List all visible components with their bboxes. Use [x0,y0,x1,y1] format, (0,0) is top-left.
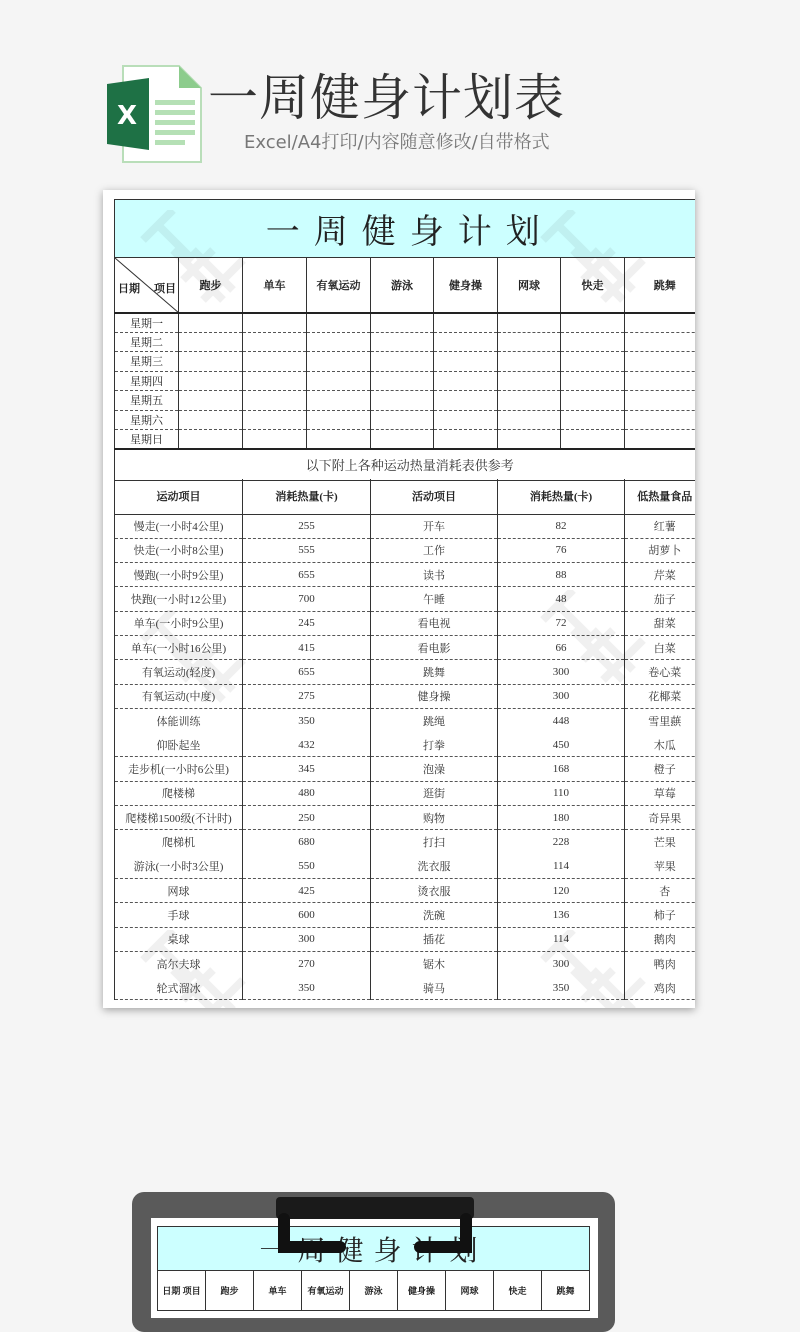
calorie-cell: 680 [243,830,371,854]
calorie-cell: 88 [498,563,625,587]
table-row [115,635,696,659]
calorie-cell: 555 [243,538,371,562]
calorie-cell: 烫衣服 [371,878,498,902]
preview-column-header: 网球 [446,1271,494,1311]
plan-cell[interactable] [625,313,696,333]
plan-cell[interactable] [561,391,625,411]
plan-cell[interactable] [434,371,498,391]
corner-header [115,258,179,313]
day-label: 星期六 [115,410,179,430]
calorie-cell: 350 [498,976,625,1000]
column-header: 网球 [498,258,561,313]
calorie-cell: 购物 [371,806,498,830]
table-row [115,806,696,830]
table-row [115,854,696,878]
plan-cell[interactable] [498,313,561,333]
plan-cell[interactable] [371,313,434,333]
calorie-cell: 120 [498,878,625,902]
plan-cell[interactable] [561,430,625,450]
plan-cell[interactable] [625,430,696,450]
calorie-cell: 柿子 [625,903,696,927]
calorie-cell: 仰卧起坐 [115,733,243,757]
calorie-cell: 350 [243,976,371,1000]
plan-cell[interactable] [307,410,371,430]
day-row [115,391,696,411]
calorie-cell: 快走(一小时8公里) [115,538,243,562]
plan-cell[interactable] [434,352,498,372]
plan-cell[interactable] [243,410,307,430]
calorie-cell: 300 [498,684,625,708]
plan-cell[interactable] [561,410,625,430]
preview-column-header: 单车 [254,1271,302,1311]
calorie-cell: 体能训练 [115,708,243,732]
calorie-cell: 桌球 [115,927,243,951]
plan-cell[interactable] [498,371,561,391]
plan-cell[interactable] [179,410,243,430]
calorie-cell: 448 [498,708,625,732]
spreadsheet-preview [103,190,695,1008]
table-row [115,708,696,732]
plan-cell[interactable] [625,391,696,411]
plan-cell[interactable] [243,352,307,372]
preview-corner: 日期 项目 [158,1271,206,1311]
calorie-cell: 114 [498,854,625,878]
table-row [115,611,696,635]
calorie-cell: 250 [243,806,371,830]
calorie-cell: 雪里蕻 [625,708,696,732]
day-label: 星期一 [115,313,179,333]
calorie-cell: 网球 [115,878,243,902]
day-row [115,410,696,430]
calorie-cell: 鸭肉 [625,951,696,975]
plan-cell[interactable] [179,371,243,391]
plan-cell[interactable] [371,332,434,352]
plan-cell[interactable] [625,352,696,372]
plan-cell[interactable] [434,332,498,352]
calorie-cell: 白菜 [625,635,696,659]
calorie-cell: 泡澡 [371,757,498,781]
day-row [115,332,696,352]
calorie-cell: 单车(一小时16公里) [115,635,243,659]
preview-column-header: 跳舞 [542,1271,590,1311]
calorie-cell: 300 [243,927,371,951]
calorie-cell: 跳绳 [371,708,498,732]
calorie-header: 低热量食品 [625,479,696,514]
day-label: 星期四 [115,371,179,391]
plan-cell[interactable] [498,332,561,352]
calorie-cell: 228 [498,830,625,854]
preview-column-header: 游泳 [350,1271,398,1311]
calorie-cell: 255 [243,514,371,538]
calorie-cell: 480 [243,781,371,805]
reference-note: 以下附上各种运动热量消耗表供参考 [115,449,696,480]
calorie-cell: 胡萝卜 [625,538,696,562]
calorie-cell: 655 [243,660,371,684]
calorie-cell: 走步机(一小时6公里) [115,757,243,781]
table-row [115,927,696,951]
calorie-cell: 275 [243,684,371,708]
table-row [115,830,696,854]
calorie-cell: 茄子 [625,587,696,611]
plan-cell[interactable] [179,352,243,372]
calorie-cell: 手球 [115,903,243,927]
preview-column-header: 跑步 [206,1271,254,1311]
calorie-cell: 245 [243,611,371,635]
plan-title: 一周健身计划 [115,200,696,258]
plan-cell[interactable] [179,391,243,411]
column-header: 有氧运动 [307,258,371,313]
calorie-cell: 600 [243,903,371,927]
calorie-cell: 卷心菜 [625,660,696,684]
plan-cell[interactable] [561,352,625,372]
plan-cell[interactable] [371,371,434,391]
weekly-plan-table [114,199,695,481]
column-header: 快走 [561,258,625,313]
calorie-cell: 甜菜 [625,611,696,635]
calorie-cell: 骑马 [371,976,498,1000]
calorie-cell: 432 [243,733,371,757]
calorie-cell: 高尔夫球 [115,951,243,975]
calorie-cell: 350 [243,708,371,732]
table-row [115,781,696,805]
calorie-cell: 425 [243,878,371,902]
column-header: 单车 [243,258,307,313]
calorie-cell: 有氧运动(中度) [115,684,243,708]
calorie-cell: 午睡 [371,587,498,611]
calorie-cell: 红薯 [625,514,696,538]
plan-cell[interactable] [625,371,696,391]
plan-cell[interactable] [307,313,371,333]
table-row [115,563,696,587]
plan-cell[interactable] [561,371,625,391]
column-header: 游泳 [371,258,434,313]
calorie-cell: 慢走(一小时4公里) [115,514,243,538]
column-header: 跑步 [179,258,243,313]
calorie-cell: 洗碗 [371,903,498,927]
calorie-header: 消耗热量(卡) [243,479,371,514]
calorie-cell: 300 [498,660,625,684]
plan-cell[interactable] [307,352,371,372]
plan-cell[interactable] [625,410,696,430]
table-row [115,757,696,781]
calorie-cell: 杏 [625,878,696,902]
plan-cell[interactable] [498,352,561,372]
plan-cell[interactable] [625,332,696,352]
plan-cell[interactable] [243,371,307,391]
calorie-cell: 鹅肉 [625,927,696,951]
calorie-cell: 345 [243,757,371,781]
calorie-cell: 草莓 [625,781,696,805]
calorie-cell: 轮式溜冰 [115,976,243,1000]
calorie-cell: 48 [498,587,625,611]
calorie-cell: 爬梯机 [115,830,243,854]
day-row [115,430,696,450]
plan-cell[interactable] [243,391,307,411]
calorie-cell: 跳舞 [371,660,498,684]
day-label: 星期二 [115,332,179,352]
preview-column-header: 快走 [494,1271,542,1311]
plan-cell[interactable] [179,313,243,333]
calorie-cell: 木瓜 [625,733,696,757]
plan-cell[interactable] [434,313,498,333]
calorie-cell: 270 [243,951,371,975]
clipboard-clip-icon [270,1195,480,1257]
calorie-header: 消耗热量(卡) [498,479,625,514]
calorie-cell: 700 [243,587,371,611]
calorie-cell: 慢跑(一小时9公里) [115,563,243,587]
plan-cell[interactable] [243,332,307,352]
plan-cell[interactable] [434,430,498,450]
table-row [115,587,696,611]
calorie-cell: 逛街 [371,781,498,805]
calorie-cell: 鸡肉 [625,976,696,1000]
column-header: 跳舞 [625,258,696,313]
calorie-cell: 苹果 [625,854,696,878]
calorie-cell: 快跑(一小时12公里) [115,587,243,611]
calorie-cell: 有氧运动(轻度) [115,660,243,684]
calorie-cell: 打扫 [371,830,498,854]
calorie-cell: 插花 [371,927,498,951]
plan-cell[interactable] [243,430,307,450]
plan-cell[interactable] [371,352,434,372]
calorie-cell: 奇异果 [625,806,696,830]
calorie-cell: 游泳(一小时3公里) [115,854,243,878]
plan-cell[interactable] [307,430,371,450]
column-header: 健身操 [434,258,498,313]
plan-cell[interactable] [307,391,371,411]
calorie-cell: 看电影 [371,635,498,659]
calorie-cell: 450 [498,733,625,757]
table-row [115,538,696,562]
document-title: 一周健身计划表 [208,69,565,127]
corner-label-item: 项目 [154,283,176,295]
preview-column-header: 有氧运动 [302,1271,350,1311]
calorie-cell: 打拳 [371,733,498,757]
calorie-cell: 300 [498,951,625,975]
plan-cell[interactable] [434,391,498,411]
day-row [115,313,696,333]
calorie-cell: 136 [498,903,625,927]
calorie-cell: 读书 [371,563,498,587]
plan-cell[interactable] [179,430,243,450]
calorie-cell: 66 [498,635,625,659]
calorie-cell: 110 [498,781,625,805]
calorie-cell: 168 [498,757,625,781]
plan-cell[interactable] [307,332,371,352]
table-row [115,660,696,684]
day-row [115,371,696,391]
document-subtitle: Excel/A4打印/内容随意修改/自带格式 [244,132,550,153]
svg-text:X: X [116,101,138,131]
calorie-cell: 花椰菜 [625,684,696,708]
day-label: 星期五 [115,391,179,411]
plan-cell[interactable] [179,332,243,352]
plan-cell[interactable] [498,410,561,430]
plan-cell[interactable] [307,371,371,391]
table-row [115,514,696,538]
calorie-table [114,479,695,1000]
day-label: 星期日 [115,430,179,450]
corner-label-date: 日期 [118,283,140,295]
calorie-cell: 72 [498,611,625,635]
table-row [115,733,696,757]
calorie-cell: 82 [498,514,625,538]
plan-cell[interactable] [434,410,498,430]
table-row [115,878,696,902]
calorie-cell: 单车(一小时9公里) [115,611,243,635]
calorie-cell: 健身操 [371,684,498,708]
plan-cell[interactable] [498,430,561,450]
day-label: 星期三 [115,352,179,372]
calorie-cell: 看电视 [371,611,498,635]
calorie-cell: 114 [498,927,625,951]
plan-cell[interactable] [371,391,434,411]
calorie-cell: 芹菜 [625,563,696,587]
table-row [115,903,696,927]
calorie-header: 活动项目 [371,479,498,514]
plan-cell[interactable] [498,391,561,411]
calorie-cell: 爬楼梯1500级(不计时) [115,806,243,830]
plan-cell[interactable] [561,332,625,352]
calorie-cell: 415 [243,635,371,659]
calorie-header: 运动项目 [115,479,243,514]
calorie-cell: 锯木 [371,951,498,975]
calorie-cell: 76 [498,538,625,562]
table-row [115,951,696,975]
excel-file-icon [107,64,203,164]
preview-title: 一周健身计划 [158,1227,590,1271]
plan-cell[interactable] [561,313,625,333]
calorie-cell: 655 [243,563,371,587]
plan-cell[interactable] [371,430,434,450]
calorie-cell: 爬楼梯 [115,781,243,805]
plan-cell[interactable] [243,313,307,333]
calorie-cell: 芒果 [625,830,696,854]
table-row [115,976,696,1000]
calorie-cell: 180 [498,806,625,830]
calorie-cell: 550 [243,854,371,878]
calorie-cell: 工作 [371,538,498,562]
calorie-cell: 洗衣服 [371,854,498,878]
plan-cell[interactable] [371,410,434,430]
table-row [115,684,696,708]
calorie-cell: 开车 [371,514,498,538]
calorie-cell: 橙子 [625,757,696,781]
preview-column-header: 健身操 [398,1271,446,1311]
day-row [115,352,696,372]
